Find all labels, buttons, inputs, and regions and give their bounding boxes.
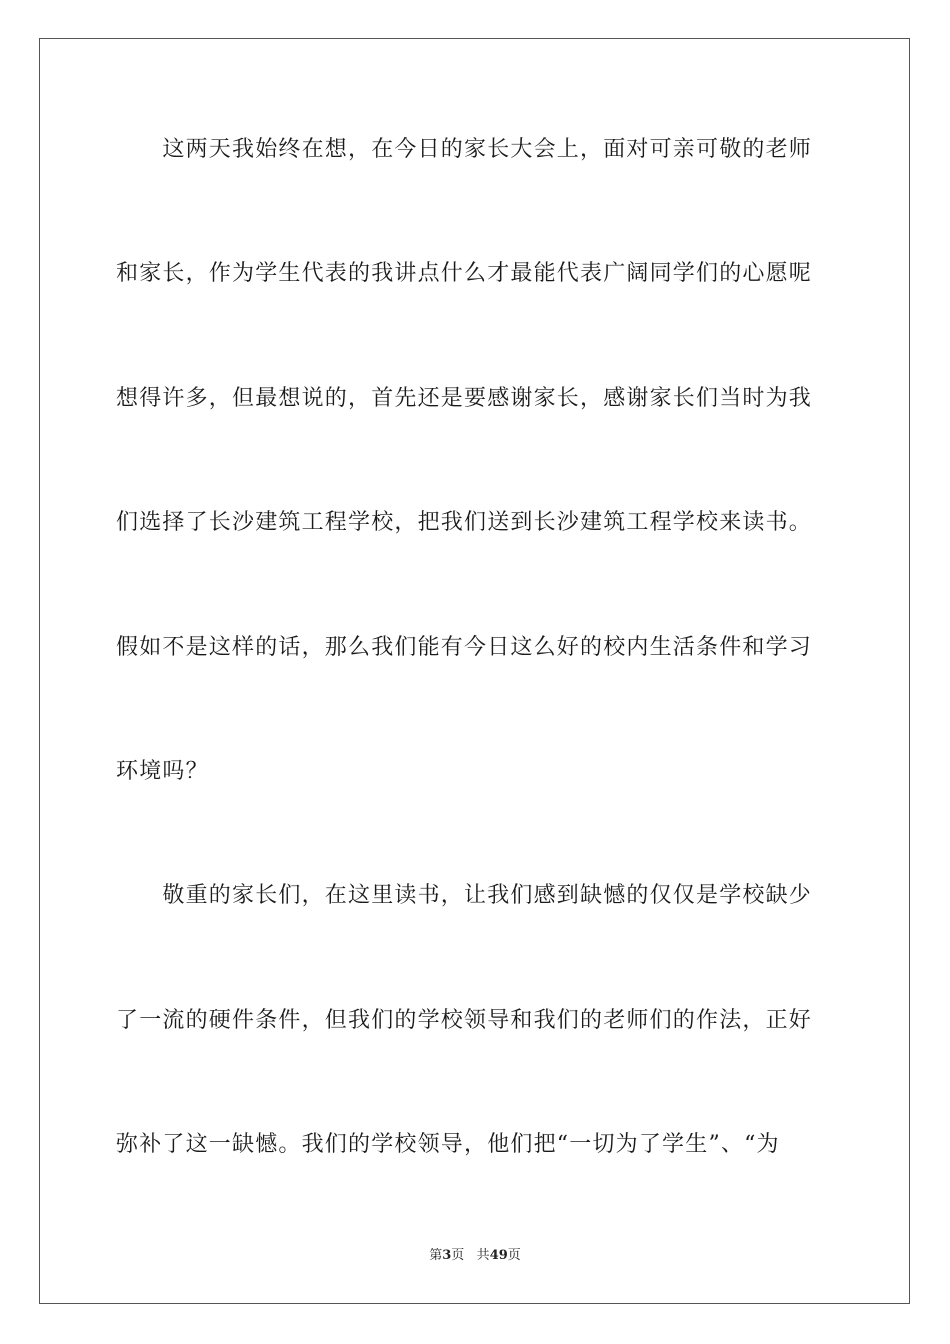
text-line: 环境吗？ (116, 759, 209, 784)
footer-total-suffix: 页 (507, 1248, 521, 1263)
text-line: 弥补了这一缺憾。我们的学校领导，他们把“一切为了学生”、“为 (116, 1132, 780, 1157)
text-line: 和家长，作为学生代表的我讲点什么才最能代表广阔同学们的心愿呢 (116, 261, 813, 286)
text-line: 这两天我始终在想，在今日的家长大会上，面对可亲可敬的老师 (116, 137, 813, 162)
footer-page-prefix: 第 (429, 1248, 443, 1263)
text-line: 想得许多，但最想说的，首先还是要感谢家长，感谢家长们当时为我 (116, 386, 813, 411)
text-line: 了一流的硬件条件，但我们的学校领导和我们的老师们的作法，正好 (116, 1008, 813, 1033)
text-line: 敬重的家长们，在这里读书，让我们感到缺憾的仅仅是学校缺少 (116, 883, 813, 908)
footer-total-pages: 49 (489, 1248, 508, 1263)
footer-total-prefix: 共 (476, 1248, 490, 1263)
footer-page-suffix: 页 (451, 1248, 465, 1263)
text-line: 假如不是这样的话，那么我们能有今日这么好的校内生活条件和学习 (116, 635, 813, 660)
text-line: 们选择了长沙建筑工程学校，把我们送到长沙建筑工程学校来读书。 (116, 510, 813, 535)
page-border (39, 38, 910, 1304)
footer-page-number: 3 (442, 1248, 452, 1263)
page-footer (0, 1247, 950, 1265)
